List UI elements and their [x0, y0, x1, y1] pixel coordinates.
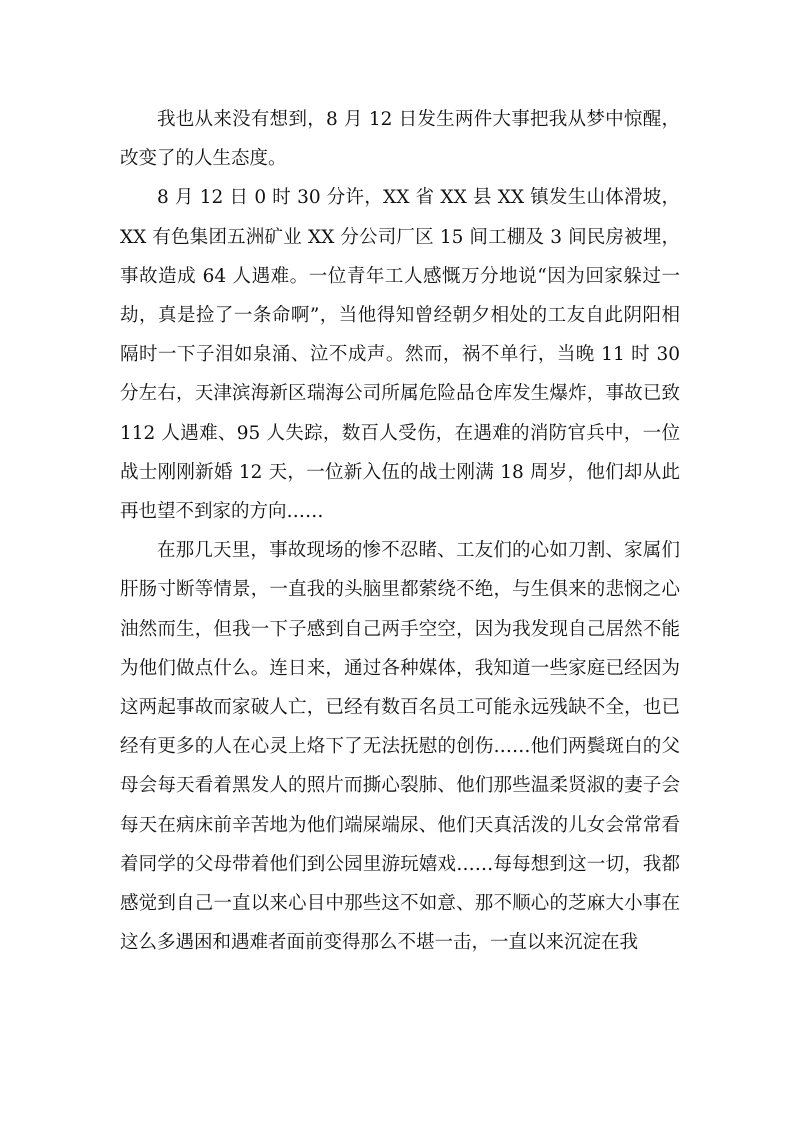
paragraph-1: 我也从来没有想到，8 月 12 日发生两件大事把我从梦中惊醒，改变了的人生态度。 [120, 109, 680, 170]
document-body [120, 100, 680, 962]
paragraph-2: 8 月 12 日 0 时 30 分许，XX 省 XX 县 XX 镇发生山体滑坡，XX 有色集团五洲矿业 XX 分公司厂区 15 间工棚及 3 间民房被埋，事故造成 64 人遇难。一位青年工人感慨万分地说“因为回家躲过一劫，真是捡了一条命啊”，当他得知曾经朝夕相处的工友自此阴阳相隔时一下子泪如泉涌、泣不成声。然而，祸不单行，当晚 11 时 30 分左右，天津滨海新区瑞海公司所属危险品仓库发生爆炸，事故已致 112 人遇难、95 人失踪，数百人受伤，在遇难的消防官兵中，一位战士刚刚新婚 12 天，一位新入伍的战士刚满 18 周岁，他们却从此再也望不到家的方向…… [120, 187, 680, 523]
paragraph-3: 在那几天里，事故现场的惨不忍睹、工友们的心如刀割、家属们肝肠寸断等情景，一直我的头脑里都萦绕不绝，与生俱来的悲悯之心油然而生，但我一下子感到自己两手空空，因为我发现自己居然不能为他们做点什么。连日来，通过各种媒体，我知道一些家庭已经因为这两起事故而家破人亡，已经有数百名员工可能永远残缺不全，也已经有更多的人在心灵上烙下了无法抚慰的创伤……他们两鬓斑白的父母会每天看着黑发人的照片而撕心裂肺、他们那些温柔贤淑的妻子会每天在病床前辛苦地为他们端屎端尿、他们天真活泼的儿女会常常看着同学的父母带着他们到公园里游玩嬉戏……每每想到这一切，我都感觉到自己一直以来心目中那些这不如意、那不顺心的芝麻大小事在这么多遇困和遇难者面前变得那么不堪一击，一直以来沉淀在我 [120, 540, 680, 954]
